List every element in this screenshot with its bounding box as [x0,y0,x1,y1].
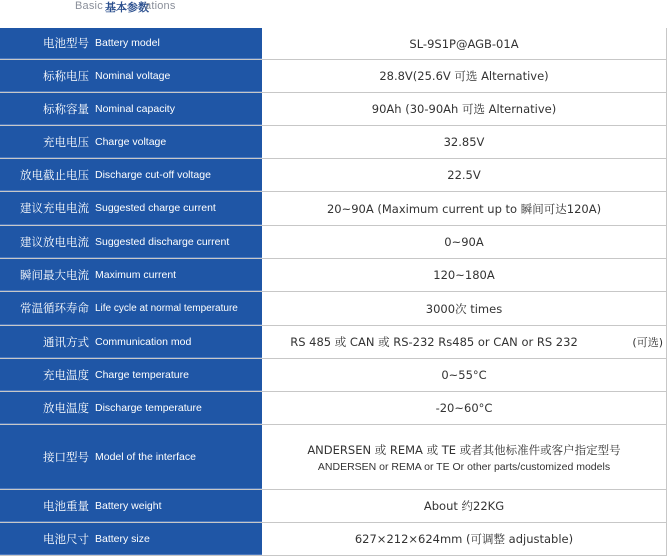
label-english: Model of the interface [95,450,196,463]
row-label [0,226,262,258]
row-label [0,28,262,59]
label-english: Nominal capacity [95,102,175,115]
label-chinese: 电池尺寸 [43,531,89,546]
label-english: Communication mod [95,335,192,348]
label-chinese: 充电温度 [43,367,89,382]
row-value [262,259,667,291]
value-text: 627×212×624mm (可调整 adjustable) [354,532,574,546]
value-text: SL-9S1P@AGB-01A [409,36,519,51]
row-value [262,126,667,158]
table-row [0,125,667,158]
header-english-label: Basic [75,0,103,12]
table-row [0,325,667,358]
value-text: 0~90A [444,235,484,249]
label-english: Discharge temperature [95,401,202,414]
label-english: Charge temperature [95,368,189,381]
row-label [0,292,262,325]
label-english: Battery model [95,37,160,49]
label-chinese: 常温循环寿命 [20,301,89,315]
label-chinese: 标称电压 [43,68,89,83]
label-chinese: 建议放电电流 [20,234,89,249]
row-label [0,326,262,358]
spec-table [0,28,667,556]
row-label [0,425,262,489]
value-text: 22.5V [447,168,481,182]
table-row [0,258,667,291]
label-chinese: 放电温度 [43,400,89,415]
value-text: ANDERSEN 或 REMA 或 TE 或者其他标准件或客户指定型号 [307,442,621,457]
row-value [262,490,667,522]
value-text-secondary: ANDERSEN or REMA or TE Or other parts/customized models [317,460,611,473]
value-text: 120~180A [433,268,495,282]
row-value [262,523,667,555]
table-row [0,489,667,522]
table-row [0,225,667,258]
label-chinese: 通讯方式 [43,334,89,349]
table-row [0,291,667,325]
label-english: Charge voltage [95,135,167,148]
value-note: (可选) [632,336,663,349]
row-value [262,392,667,424]
row-label [0,93,262,125]
value-text: 90Ah (30-90Ah 可选 Alternative) [371,102,557,116]
table-row [0,424,667,489]
label-english: Suggested charge current [95,202,216,214]
value-text: 28.8V(25.6V 可选 Alternative) [379,69,549,83]
label-english: Suggested discharge current [95,235,230,248]
header-chinese-label: 基本参数 [105,1,149,14]
label-chinese: 标称容量 [43,101,89,116]
label-english: Life cycle at normal temperature [95,302,238,314]
label-chinese: 电池型号 [43,36,89,50]
value-text: 3000次 times [425,301,503,316]
row-value [262,60,667,92]
table-row [0,358,667,391]
row-label [0,259,262,291]
table-row [0,59,667,92]
row-label [0,192,262,225]
label-english: Nominal voltage [95,69,171,82]
row-label [0,359,262,391]
table-row [0,28,667,59]
table-row [0,191,667,225]
label-english: Maximum current [95,268,177,281]
section-header [0,0,671,28]
value-text: -20~60°C [435,401,493,415]
table-row [0,92,667,125]
table-row [0,391,667,424]
row-value [262,226,667,258]
row-value [262,192,667,225]
row-label [0,126,262,158]
row-label [0,392,262,424]
label-chinese: 瞬间最大电流 [20,267,89,282]
row-value [262,159,667,191]
value-text: 0~55°C [441,368,487,382]
header-english-tail: ations [145,0,176,12]
value-text: RS 485 或 CAN 或 RS-232 Rs485 or CAN or RS 232 [290,335,578,349]
table-row [0,158,667,191]
label-chinese: 充电电压 [43,134,89,149]
label-english: Discharge cut-off voltage [95,168,211,181]
row-value [262,292,667,325]
row-value [262,425,667,489]
row-value [262,93,667,125]
row-label [0,159,262,191]
label-chinese: 电池重量 [43,498,89,513]
value-text: About 约22KG [423,499,505,513]
label-chinese: 放电截止电压 [20,167,89,182]
value-text: 20~90A (Maximum current up to 瞬间可达120A) [326,201,602,216]
label-chinese: 接口型号 [43,449,89,464]
label-english: Battery size [95,532,150,545]
row-label [0,490,262,522]
row-label [0,60,262,92]
value-text: 32.85V [443,135,485,149]
row-value [262,28,667,59]
row-value [262,326,667,358]
label-chinese: 建议充电电流 [20,201,89,215]
table-row [0,522,667,556]
row-label [0,523,262,555]
row-value [262,359,667,391]
label-english: Battery weight [95,499,162,512]
